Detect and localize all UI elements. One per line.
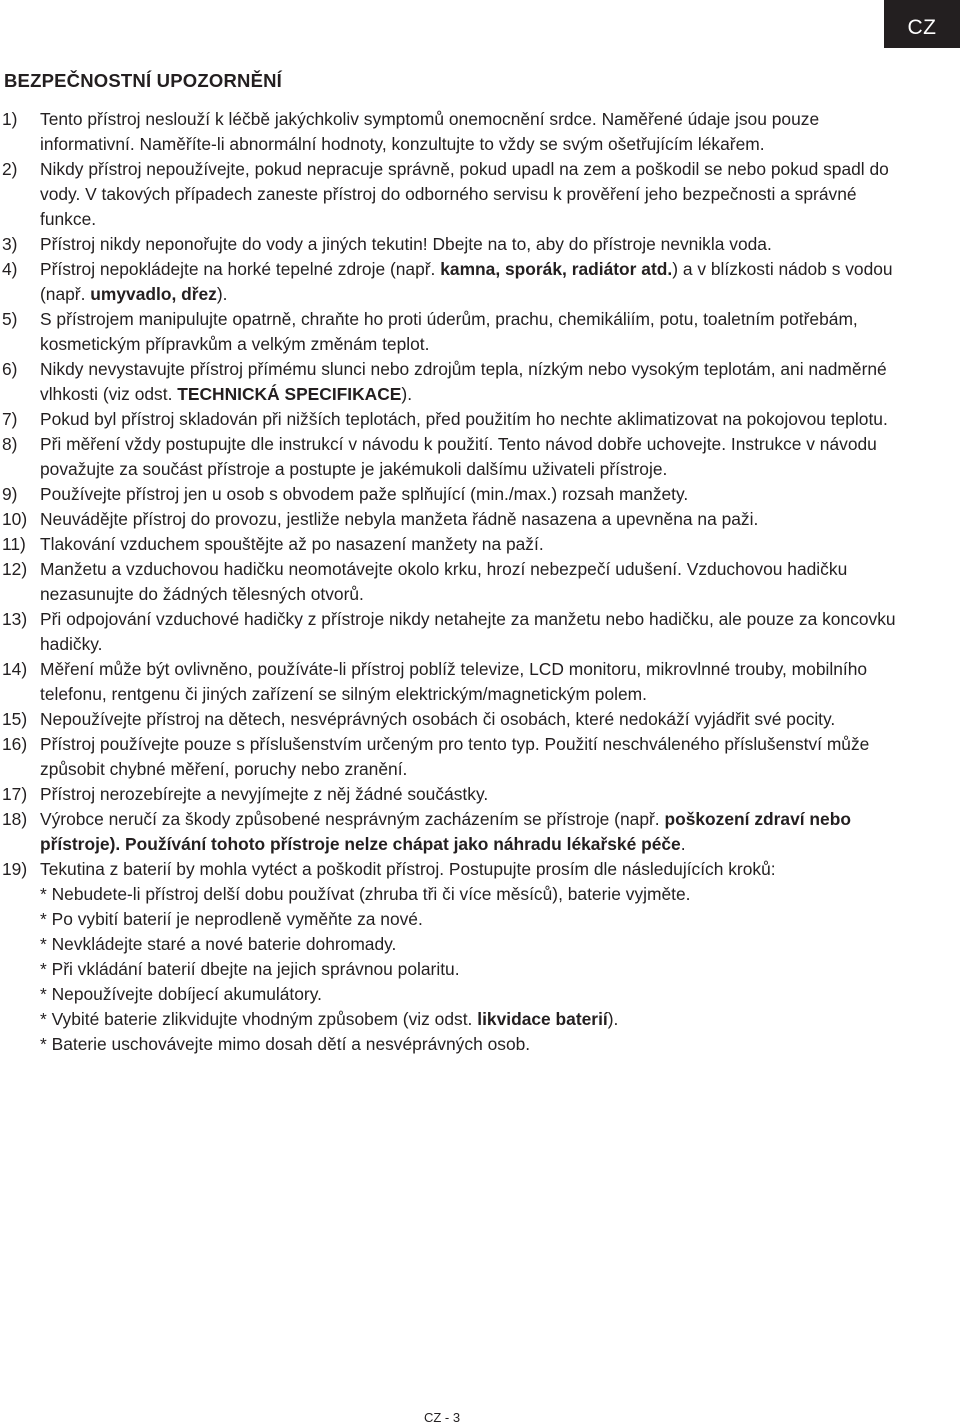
warning-item bbox=[0, 657, 900, 707]
item-text bbox=[40, 234, 772, 254]
section-title: BEZPEČNOSTNÍ UPOZORNĚNÍ bbox=[4, 70, 283, 91]
item-text bbox=[40, 859, 776, 879]
item-number: 12) bbox=[2, 559, 28, 579]
item-text bbox=[40, 784, 488, 804]
battery-instruction bbox=[40, 982, 900, 1007]
item-text-bold: TECHNICKÁ SPECIFIKACE bbox=[177, 384, 402, 404]
item-text-segment: Přístroj nikdy neponořujte do vody a jiných tekutin! Dbejte na to, aby do přístroje nevnikla voda. bbox=[40, 234, 772, 254]
item-text-bold: umyvadlo, dřez bbox=[90, 284, 217, 304]
item-text bbox=[40, 809, 851, 854]
item-number: 16) bbox=[2, 734, 28, 754]
item-number: 9) bbox=[2, 484, 18, 504]
bullet-text-segment: * Baterie uschovávejte mimo dosah dětí a nesvéprávných osob. bbox=[40, 1034, 531, 1054]
bullet-text-segment: * Vybité baterie zlikvidujte vhodným způsobem (viz odst. bbox=[40, 1009, 478, 1029]
warning-item bbox=[0, 407, 900, 432]
item-text-segment: S přístrojem manipulujte opatrně, chraňte ho proti úderům, prachu, chemikáliím, potu, toaletním potřebám, kosmetickým přípravkům a velkým změnám teplot. bbox=[40, 309, 858, 354]
warning-item bbox=[0, 507, 900, 532]
item-number: 1) bbox=[2, 109, 18, 129]
item-text-segment: Měření může být ovlivněno, používáte-li přístroj poblíž televize, LCD monitoru, mikrovlnné trouby, mobilního telefonu, rentgenu či jiných zařízení se silným elektrickým/magnetickým polem. bbox=[40, 659, 868, 704]
item-number: 10) bbox=[2, 509, 28, 529]
item-text bbox=[40, 109, 819, 154]
bullet-text-segment: * Nebudete-li přístroj delší dobu používat (zhruba tři či více měsíců), baterie vyjměte. bbox=[40, 884, 691, 904]
item-number: 17) bbox=[2, 784, 28, 804]
item-text bbox=[40, 484, 688, 504]
item-text bbox=[40, 559, 847, 604]
item-number: 8) bbox=[2, 434, 18, 454]
item-text bbox=[40, 609, 896, 654]
item-text-segment: Nikdy přístroj nepoužívejte, pokud nepracuje správně, pokud upadl na zem a poškodil se nebo pokud spadl do vody. V takových případech zaneste přístroj do odborného servisu k prověření jeho bezpečnosti a správné funkce. bbox=[40, 159, 889, 229]
item-number: 11) bbox=[2, 534, 26, 554]
battery-instruction bbox=[40, 882, 900, 907]
item-text-segment: ). bbox=[216, 284, 228, 304]
item-number: 3) bbox=[2, 234, 18, 254]
warning-item bbox=[0, 257, 900, 307]
item-text-segment: Nepoužívejte přístroj na dětech, nesvéprávných osobách či osobách, které nedokáží vyjádřit své pocity. bbox=[40, 709, 836, 729]
warning-item bbox=[0, 732, 900, 782]
item-text-segment: ). bbox=[401, 384, 413, 404]
item-number: 4) bbox=[2, 259, 18, 279]
warning-item bbox=[0, 782, 900, 807]
battery-instruction bbox=[40, 907, 900, 932]
item-text bbox=[40, 709, 835, 729]
warning-item bbox=[0, 357, 900, 407]
item-text-segment: Přístroj nepokládejte na horké tepelné zdroje (např. bbox=[40, 259, 441, 279]
item-number: 15) bbox=[2, 709, 28, 729]
item-text bbox=[40, 359, 887, 404]
battery-instruction bbox=[40, 957, 900, 982]
item-text bbox=[40, 734, 869, 779]
item-text-segment: Manžetu a vzduchovou hadičku neomotávejte okolo krku, hrozí nebezpečí udušení. Vzduchovou hadičku nezasunujte do žádných tělesných otvorů. bbox=[40, 559, 848, 604]
item-number: 7) bbox=[2, 409, 18, 429]
item-text bbox=[40, 159, 889, 229]
warning-item bbox=[0, 157, 900, 232]
item-number: 14) bbox=[2, 659, 28, 679]
bullet-text-segment: * Nevkládejte staré a nové baterie dohromady. bbox=[40, 934, 397, 954]
bullet-text-bold: likvidace baterií bbox=[477, 1009, 608, 1029]
item-text-segment: Výrobce neručí za škody způsobené nesprávným zacházením se přístroje (např. bbox=[40, 809, 665, 829]
warning-item bbox=[0, 307, 900, 357]
item-text-segment: Používejte přístroj jen u osob s obvodem paže splňující (min./max.) rozsah manžety. bbox=[40, 484, 689, 504]
item-text-segment: Přístroj používejte pouze s příslušenstvím určeným pro tento typ. Použití neschváleného příslušenství může způsobit chybné měření, poruchy nebo zranění. bbox=[40, 734, 870, 779]
bullet-text-segment: * Nepoužívejte dobíjecí akumulátory. bbox=[40, 984, 322, 1004]
item-text-bold: kamna, sporák, radiátor atd. bbox=[440, 259, 673, 279]
bullet-text-segment: ). bbox=[607, 1009, 619, 1029]
item-text bbox=[40, 309, 858, 354]
warning-item bbox=[0, 857, 900, 1057]
item-text bbox=[40, 509, 758, 529]
warning-item bbox=[0, 107, 900, 157]
warning-item bbox=[0, 807, 900, 857]
item-number: 2) bbox=[2, 159, 18, 179]
item-text-segment: Neuvádějte přístroj do provozu, jestliže nebyla manžeta řádně nasazena a upevněna na paži. bbox=[40, 509, 759, 529]
item-number: 13) bbox=[2, 609, 28, 629]
item-text-bold: poškození zdraví nebo přístroje). Používání tohoto přístroje nelze chápat jako náhradu lékařské péče bbox=[40, 809, 851, 854]
battery-instruction bbox=[40, 1007, 900, 1032]
warning-item bbox=[0, 532, 900, 557]
item-text bbox=[40, 434, 877, 479]
page-number: CZ - 3 bbox=[423, 1410, 461, 1425]
warning-item bbox=[0, 482, 900, 507]
item-text-segment: Pokud byl přístroj skladován při nižších teplotách, před použitím ho nechte aklimatizovat na pokojovou teplotu. bbox=[40, 409, 888, 429]
item-number: 18) bbox=[2, 809, 28, 829]
item-text-segment: Tlakování vzduchem spouštějte až po nasazení manžety na paží. bbox=[40, 534, 544, 554]
item-text bbox=[40, 534, 544, 554]
safety-warnings-list bbox=[0, 107, 900, 1057]
warning-item bbox=[0, 432, 900, 482]
item-text-segment: . bbox=[680, 834, 686, 854]
item-text-segment: Tento přístroj neslouží k léčbě jakýchkoliv symptomů onemocnění srdce. Naměřené údaje jsou pouze informativní. Naměříte-li abnormální hodnoty, konzultujte to vždy se svým ošetřujícím lékařem. bbox=[40, 109, 820, 154]
item-text-segment: Tekutina z baterií by mohla vytéct a poškodit přístroj. Postupujte prosím dle následujících kroků: bbox=[40, 859, 776, 879]
item-number: 5) bbox=[2, 309, 18, 329]
item-text bbox=[40, 409, 888, 429]
item-text-segment: Při odpojování vzduchové hadičky z přístroje nikdy netahejte za manžetu nebo hadičku, ale pouze za koncovku hadičky. bbox=[40, 609, 896, 654]
warning-item bbox=[0, 707, 900, 732]
bullet-text-segment: * Po vybití baterií je neprodleně vyměňte za nové. bbox=[40, 909, 423, 929]
warning-item bbox=[0, 232, 900, 257]
item-text-segment: ) a v blízkosti nádob s vodou (např. bbox=[40, 259, 893, 304]
item-number: 19) bbox=[2, 859, 28, 879]
item-text-segment: Při měření vždy postupujte dle instrukcí v návodu k použití. Tento návod dobře uchovejte. Instrukce v návodu považujte za součást přístroje a postupte je jakémukoli dalšímu uživateli přístroje. bbox=[40, 434, 877, 479]
item-number: 6) bbox=[2, 359, 18, 379]
language-tab: CZ bbox=[884, 0, 960, 48]
battery-instruction bbox=[40, 932, 900, 957]
item-text bbox=[40, 259, 893, 304]
bullet-text-segment: * Při vkládání baterií dbejte na jejich správnou polaritu. bbox=[40, 959, 460, 979]
warning-item bbox=[0, 607, 900, 657]
item-text-segment: Nikdy nevystavujte přístroj přímému slunci nebo zdrojům tepla, nízkým nebo vysokým teplotám, ani nadměrné vlhkosti (viz odst. bbox=[40, 359, 887, 404]
item-text bbox=[40, 659, 867, 704]
warning-item bbox=[0, 557, 900, 607]
battery-instruction bbox=[40, 1032, 900, 1057]
item-text-segment: Přístroj nerozebírejte a nevyjímejte z něj žádné součástky. bbox=[40, 784, 489, 804]
